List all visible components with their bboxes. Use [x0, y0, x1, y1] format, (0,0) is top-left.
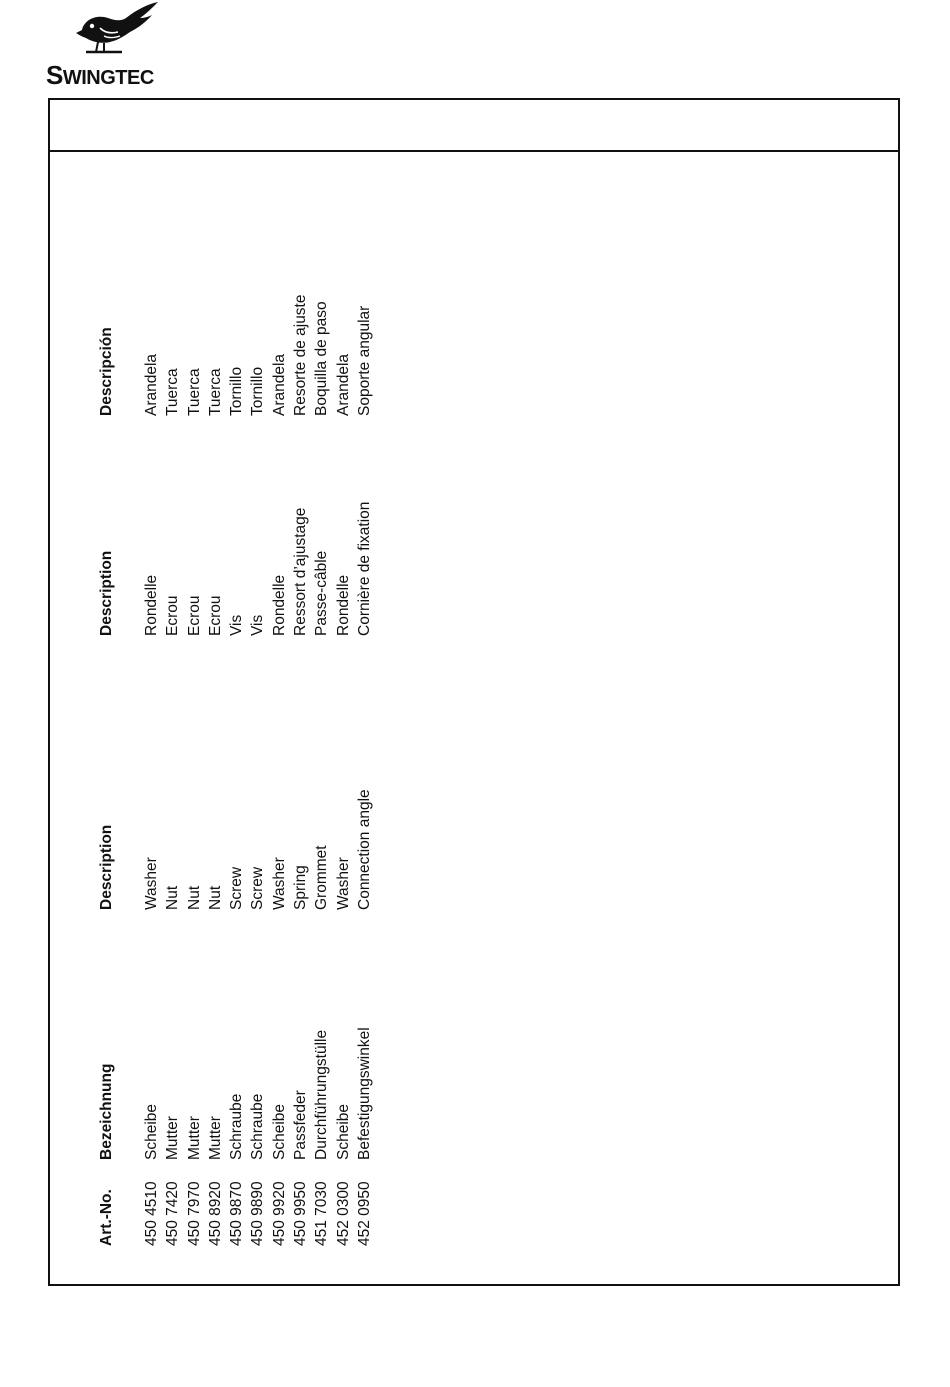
table-row — [141, 266, 162, 1246]
table-body — [141, 266, 375, 1246]
cell-description-fr: Ecrou — [206, 595, 224, 636]
table-header-row — [96, 266, 124, 1246]
cell-art-no: 451 7030 — [313, 1181, 331, 1246]
cell-bezeichnung: Mutter — [206, 1116, 224, 1160]
cell-description-en: Nut — [206, 885, 224, 910]
cell-art-no: 450 9890 — [249, 1181, 267, 1246]
cell-art-no: 452 0950 — [355, 1181, 373, 1246]
cell-art-no: 450 9870 — [228, 1181, 246, 1246]
cell-description-en: Screw — [228, 866, 246, 910]
cell-bezeichnung: Durchführungstülle — [313, 1029, 331, 1160]
cell-bezeichnung: Passfeder — [292, 1090, 310, 1160]
cell-art-no: 450 9920 — [270, 1181, 288, 1246]
cell-bezeichnung: Befestigungswinkel — [355, 1027, 373, 1160]
cell-description-fr: Passe-câble — [313, 550, 331, 636]
cell-art-no: 450 7420 — [164, 1181, 182, 1246]
swingtec-logo — [44, 0, 174, 90]
header-bezeichnung: Bezeichnung — [98, 1063, 115, 1160]
cell-descripcion-es: Tuerca — [164, 368, 182, 416]
cell-bezeichnung: Scheibe — [334, 1103, 352, 1160]
cell-art-no: 450 4510 — [143, 1181, 160, 1246]
cell-art-no: 452 0300 — [334, 1181, 352, 1246]
cell-description-en: Grommet — [313, 845, 331, 910]
table-row — [226, 266, 247, 1246]
table-row — [333, 266, 354, 1246]
cell-description-en: Nut — [185, 885, 203, 910]
cell-description-fr: Vis — [249, 614, 267, 636]
cell-description-en: Spring — [292, 865, 310, 910]
cell-bezeichnung: Schraube — [249, 1093, 267, 1160]
parts-table — [96, 266, 375, 1246]
table-row — [290, 266, 311, 1246]
table-row — [205, 266, 226, 1246]
cell-descripcion-es: Arandela — [270, 353, 288, 416]
table-row — [354, 266, 375, 1246]
table-row — [311, 266, 332, 1246]
cell-description-fr: Rondelle — [143, 574, 160, 636]
cell-bezeichnung: Scheibe — [143, 1103, 160, 1160]
cell-art-no: 450 7970 — [185, 1181, 203, 1246]
header-description-fr: Description — [98, 550, 115, 636]
table-row — [247, 266, 268, 1246]
cell-descripcion-es: Resorte de ajuste — [292, 294, 310, 416]
table-row — [162, 266, 183, 1246]
cell-descripcion-es: Tuerca — [185, 368, 203, 416]
cell-bezeichnung: Schraube — [228, 1093, 246, 1160]
cell-description-en: Nut — [164, 885, 182, 910]
header-description-en: Description — [98, 824, 115, 910]
cell-description-fr: Ecrou — [164, 595, 182, 636]
bird-icon — [74, 0, 164, 62]
cell-description-en: Washer — [334, 857, 352, 910]
cell-descripcion-es: Boquilla de paso — [313, 301, 331, 416]
cell-description-en: Washer — [270, 857, 288, 910]
cell-description-fr: Vis — [228, 614, 246, 636]
cell-descripcion-es: Arandela — [143, 353, 160, 416]
table-row — [269, 266, 290, 1246]
cell-description-en: Connection angle — [355, 789, 373, 910]
table-row — [184, 266, 205, 1246]
cell-descripcion-es: Arandela — [334, 353, 352, 416]
cell-description-fr: Ressort d’ajustage — [292, 507, 310, 636]
cell-bezeichnung: Scheibe — [270, 1103, 288, 1160]
cell-art-no: 450 8920 — [206, 1181, 224, 1246]
cell-descripcion-es: Tuerca — [206, 368, 224, 416]
cell-descripcion-es: Tornillo — [228, 366, 246, 416]
cell-bezeichnung: Mutter — [164, 1116, 182, 1160]
header-descripcion-es: Descripción — [98, 327, 115, 416]
header-art-no: Art.-No. — [98, 1189, 115, 1246]
cell-art-no: 450 9950 — [292, 1181, 310, 1246]
brand-wordmark: SWINGTEC — [46, 60, 154, 90]
cell-bezeichnung: Mutter — [185, 1116, 203, 1160]
cell-description-fr: Ecrou — [185, 595, 203, 636]
cell-description-en: Washer — [143, 857, 160, 910]
cell-description-en: Screw — [249, 866, 267, 910]
cell-descripcion-es: Soporte angular — [355, 305, 373, 416]
cell-description-fr: Rondelle — [334, 574, 352, 636]
cell-description-fr: Rondelle — [270, 574, 288, 636]
cell-descripcion-es: Tornillo — [249, 366, 267, 416]
cell-description-fr: Cornière de fixation — [355, 501, 373, 636]
header-band — [50, 100, 898, 152]
